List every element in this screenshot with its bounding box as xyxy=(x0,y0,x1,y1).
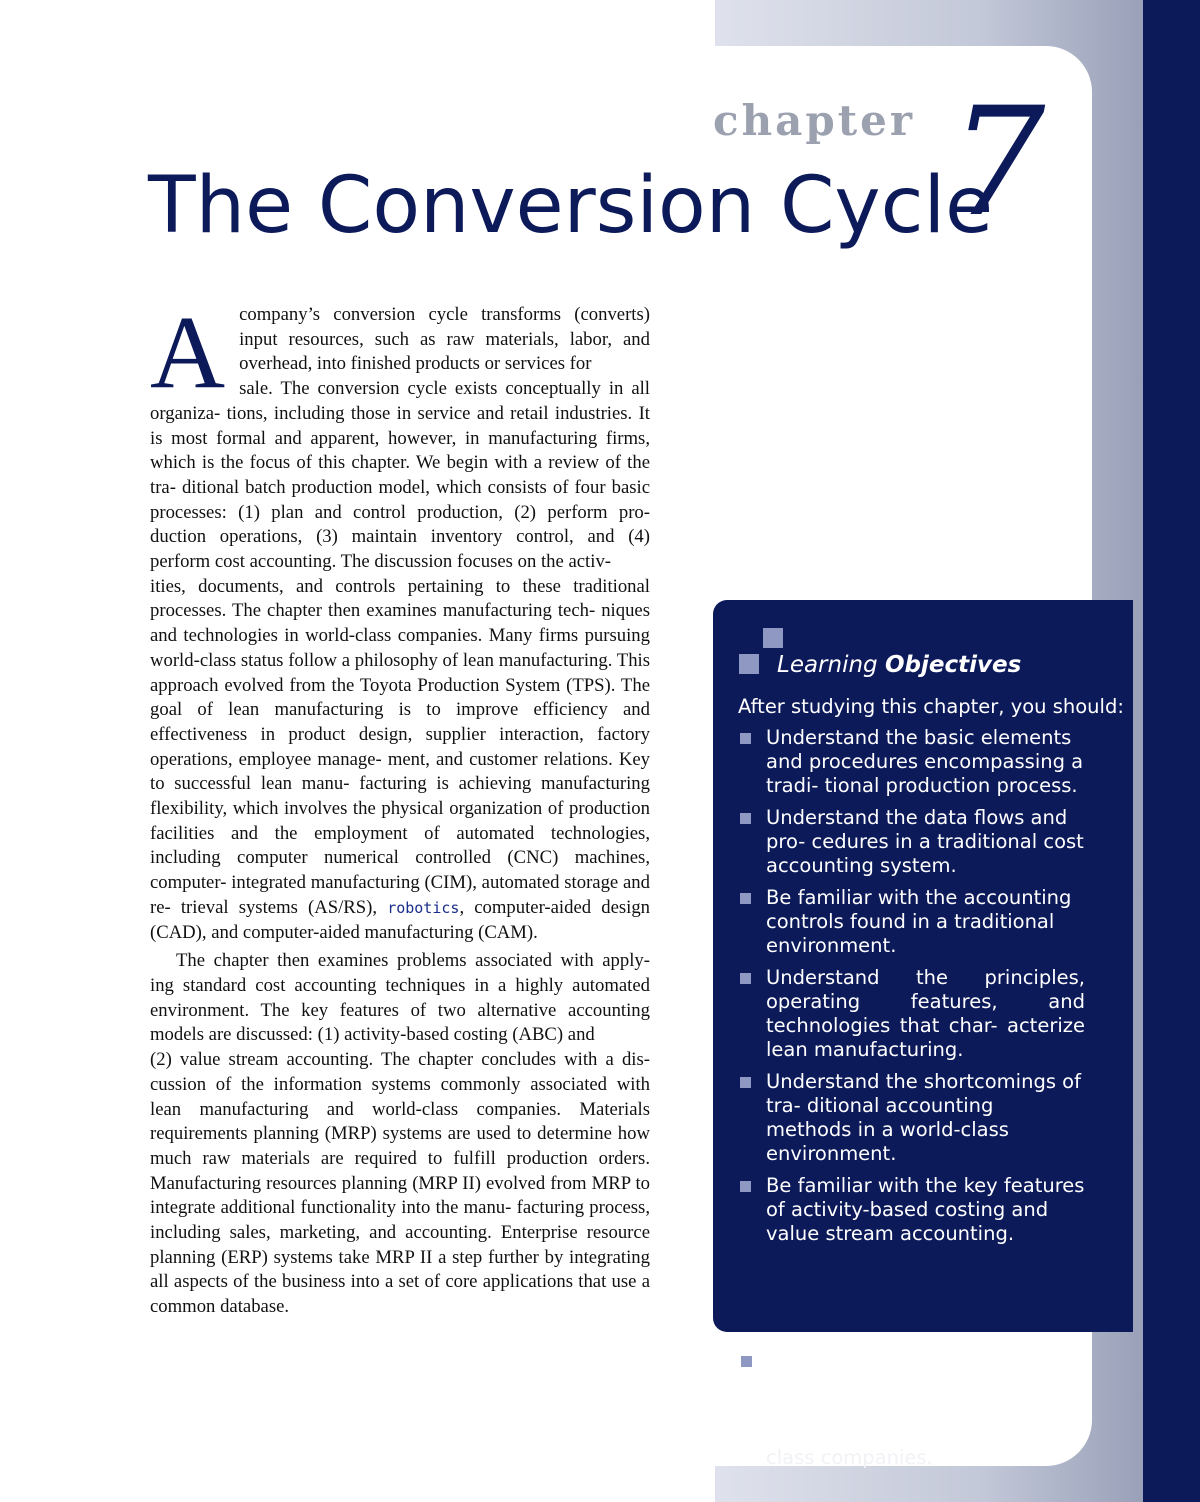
chapter-intro-text xyxy=(150,295,651,1320)
objective-text: Be familiar with the accounting controls found in a traditional environment. xyxy=(766,886,1072,957)
paragraph-1-continued xyxy=(150,377,650,575)
square-bullet-icon xyxy=(739,654,759,674)
objectives-list xyxy=(739,726,1085,1254)
square-bullet-icon xyxy=(740,813,751,824)
objective-item xyxy=(739,886,1085,958)
chapter-number: 7 xyxy=(950,76,1046,250)
square-bullet-icon xyxy=(741,1356,752,1367)
square-bullet-icon xyxy=(740,893,751,904)
objective-text: Be familiar with the key features of activity-based costing and value stream accounting. xyxy=(766,1174,1085,1245)
square-bullet-icon xyxy=(740,1077,751,1088)
objective-item xyxy=(739,806,1085,878)
paragraph-2-part-a: The chapter then examines problems associated with apply- ing standard cost accounting techniques in a highly automated environment. The key features of two alternative accounting models are discussed: (1) activity-based costing (ABC) and xyxy=(150,950,650,1046)
objective-item xyxy=(739,1174,1085,1246)
square-bullet-icon xyxy=(740,973,751,984)
paragraph-1-part-a: sale. The conversion cycle exists conceptually in all organiza- tions, including those in service and retail industries. It is most formal and apparent, however, in manufacturing firms, which is the focus of this chapter. We begin with a review of the tra- ditional batch production model, which consists of four basic processes: (1) plan and control production, (2) perform pro- duction operations, (3) maintain inventory control, and (4) perform cost accounting. The discussion focuses on the activ- xyxy=(150,378,650,573)
objectives-heading-objectives: Objectives xyxy=(884,652,1022,678)
paragraph-2-continued xyxy=(150,1048,650,1320)
objective-text: Understand the data flows and pro- cedures in a traditional cost accounting system. xyxy=(766,806,1084,877)
square-bullet-icon xyxy=(763,628,783,648)
square-bullet-icon xyxy=(740,1181,751,1192)
navy-edge-strip xyxy=(1143,0,1200,1502)
paragraph-1-continued-b xyxy=(150,575,650,946)
paragraph-1 xyxy=(150,295,650,410)
objective-item xyxy=(739,966,1085,1062)
objective-text: Understand the principles, operating features, and technologies that char- acterize xyxy=(766,966,1085,1037)
objective-text: Understand the shortcomings of tra- ditional accounting methods in a world-class environment. xyxy=(766,1070,1081,1165)
objectives-heading-learning: Learning xyxy=(777,652,885,678)
objectives-intro: After studying this chapter, you should: xyxy=(738,695,1124,718)
overflow-text: class companies. xyxy=(766,1446,933,1469)
page-title: The Conversion Cycle xyxy=(148,161,994,251)
paragraph-2-part-b: (2) value stream accounting. The chapter concludes with a dis- cussion of the information systems commonly associated with lean manufacturing and world-class companies. Materials requirements planning (MRP) systems are used to determine how much raw materials are required to fulfill production orders. Manufacturing resources planning (MRP II) evolved from MRP to integrate additional functionality into the manu- facturing process, including sales, marketing, and accounting. Enterprise resource planning (ERP) systems take MRP II a step further by integrating all aspects of the business into a set of core applications that use a common database. xyxy=(150,1049,650,1318)
objective-item xyxy=(739,726,1085,798)
objective-text-last-line: lean manufacturing. xyxy=(766,1038,964,1061)
objective-item xyxy=(739,1070,1085,1166)
drop-cap: A xyxy=(150,295,226,410)
paragraph-1-lead: company’s conversion cycle transforms (converts) input resources, such as raw materials, labor, and overhead, into finished products or services for xyxy=(239,304,650,375)
objective-text: Understand the basic elements and procedures encompassing a tradi- tional production process. xyxy=(766,726,1084,797)
square-bullet-icon xyxy=(740,733,751,744)
paragraph-1-tail: , computer-aided design (CAD), and computer-aided manufacturing (CAM). xyxy=(150,896,651,943)
paragraph-2 xyxy=(150,949,650,1048)
term-link-robotics[interactable]: robotics xyxy=(387,898,460,917)
learning-objectives-box xyxy=(713,600,1133,1332)
chapter-label: chapter xyxy=(713,96,915,145)
objectives-heading xyxy=(739,652,1021,678)
paragraph-1-part-b: ities, documents, and controls pertaining to these traditional processes. The chapter then examines manufacturing tech- niques and technologies in world-class companies. Many firms pursuing world-class status follow a philosophy of lean manufacturing. This approach evolved from the Toyota Production System (TPS). The goal of lean manufacturing is to improve efficiency and effectiveness in product design, supplier interaction, factory operations, employee manage- ment, and customer relations. Key to successful lean manu- facturing is achieving manufacturing flexibility, which involves the physical organization of production facilities and the employment of automated technologies, including computer numerical controlled (CNC) machines, computer- integrated manufacturing (CIM), automated storage and re- trieval systems (AS/RS), xyxy=(150,575,650,918)
